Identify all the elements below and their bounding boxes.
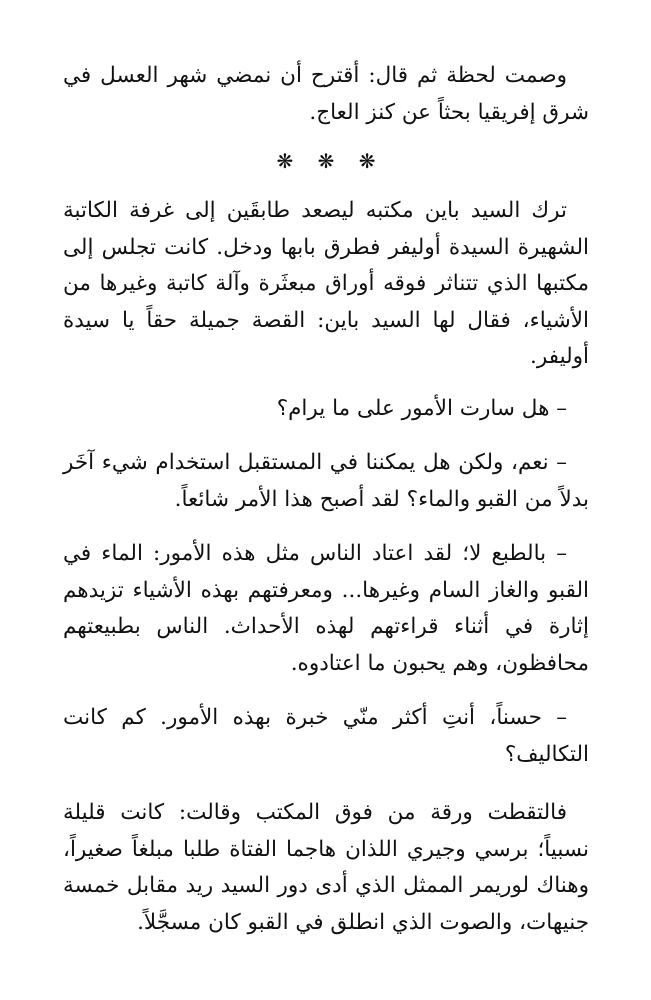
dialogue-line-costs-question: – حسناً، أنتِ أكثر منّي خبرة بهذه الأمور. كم كانت التكاليف؟ [63, 705, 589, 767]
dialogue-line-reply: – نعم، ولكن هل يمكننا في المستقبل استخدام شيء آخَر بدلاً من القبو والماء؟ لقد أصبح هذا الأمر شائعاً. [63, 450, 589, 512]
asterism-star-icon: ❋ [276, 149, 294, 173]
paragraph-mr-payne-visit: ترك السيد باين مكتبه ليصعد طابقَين إلى غرفة الكاتبة الشهيرة السيدة أوليفر فطرق بابها ودخل. كانت تجلس إلى مكتبها الذي تتناثر فوقه أوراق مبعثَرة وآلة كاتبة وغيرها من الأشياء، فقال لها السيد باين: القصة جميلة حقاً يا سيدة أوليفر. [63, 198, 589, 369]
dialogue-line-explanation: – بالطبع لا؛ لقد اعتاد الناس مثل هذه الأمور: الماء في القبو والغاز السام وغيرها... ومعرفتهم بهذه الأشياء تزيدهم إثارة في أثناء قراءتهم لهذه الأحداث. الناس بطبيعتهم محافظون، وهم يحبون ما اعتادوه. [63, 541, 589, 676]
book-page [63, 58, 589, 941]
dialogue-line-question: – هل سارت الأمور على ما يرام؟ [276, 395, 567, 421]
paragraph-honeymoon-proposal: وصمت لحظة ثم قال: أقترح أن نمضي شهر العسل في شرق إفريقيا بحثاً عن كنز العاج. [63, 63, 589, 125]
section-separator [63, 143, 589, 179]
asterism-star-icon: ❋ [358, 149, 376, 173]
paragraph-costs-answer: فالتقطت ورقة من فوق المكتب وقالت: كانت قليلة نسبياً؛ برسي وجيري اللذان هاجما الفتاة طلبا مبلغاً صغيراً، وهناك لوريمر الممثل الذي أدى دور السيد ريد مقابل خمسة جنيهات، والصوت الذي انطلق في القبو كان مسجَّلاً. [63, 800, 589, 935]
asterism-star-icon: ❋ [317, 149, 335, 173]
